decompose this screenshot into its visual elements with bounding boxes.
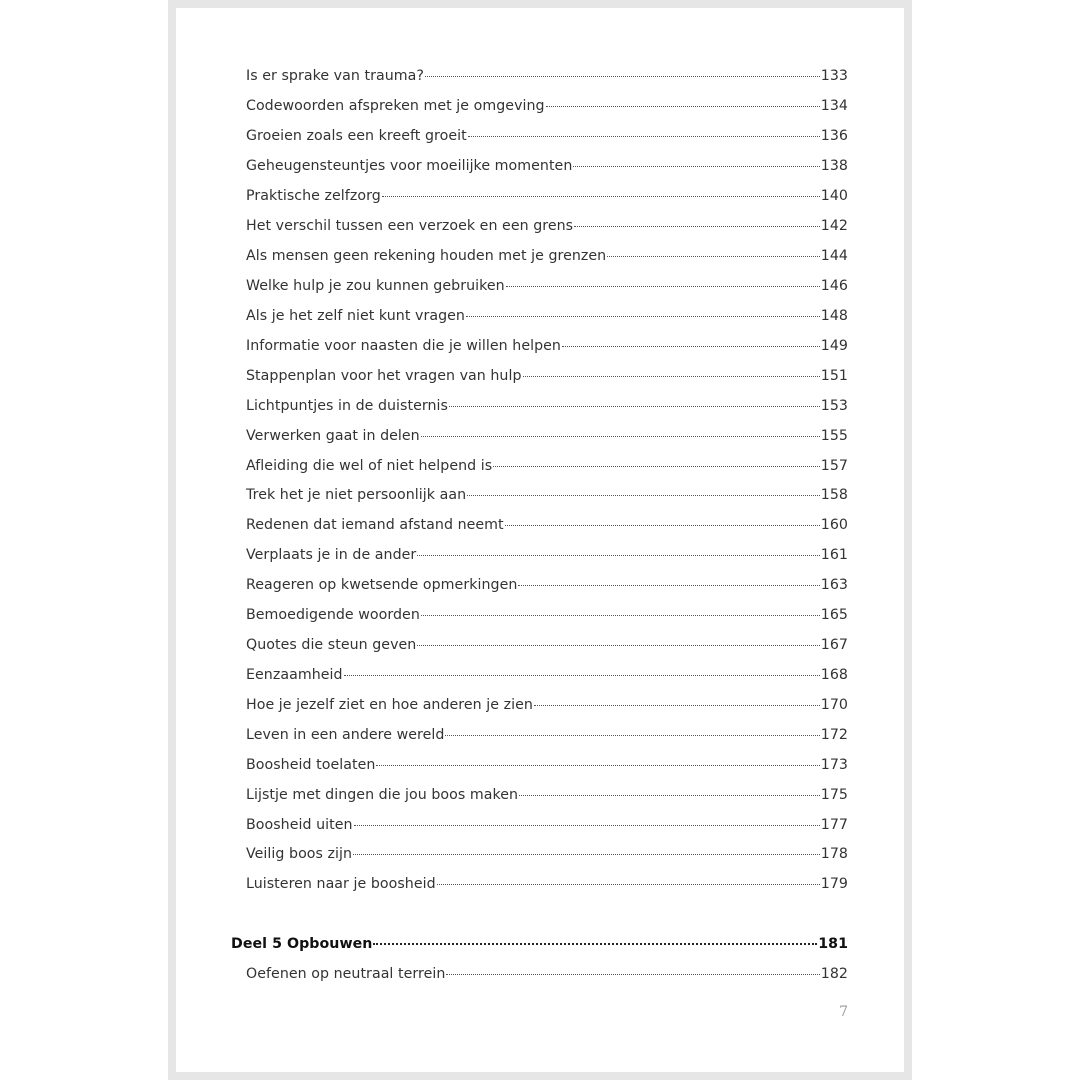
toc-entry-page: 163 xyxy=(820,577,848,593)
toc-entry-page: 178 xyxy=(820,846,848,862)
toc-entry-page: 155 xyxy=(820,428,848,444)
dot-leader xyxy=(354,813,820,829)
toc-entry-page: 153 xyxy=(820,398,848,414)
toc-entry[interactable] xyxy=(246,124,848,146)
toc-entry-page: 165 xyxy=(820,607,848,623)
toc-entry-title: Reageren op kwetsende opmerkingen xyxy=(246,577,518,593)
toc-entry[interactable] xyxy=(246,214,848,236)
dot-leader xyxy=(373,932,817,948)
toc-entry[interactable] xyxy=(246,783,848,805)
dot-leader xyxy=(382,184,820,200)
toc-entry-page: 158 xyxy=(820,487,848,503)
toc-entry-page: 177 xyxy=(820,817,848,833)
dot-leader xyxy=(573,154,819,170)
toc-entry[interactable] xyxy=(246,603,848,625)
toc-entry-page: 160 xyxy=(820,517,848,533)
toc-entry-page: 167 xyxy=(820,637,848,653)
dot-leader xyxy=(505,513,820,529)
toc-entry-page: 172 xyxy=(820,727,848,743)
toc-entry-title: Codewoorden afspreken met je omgeving xyxy=(246,98,545,114)
toc-entry[interactable] xyxy=(246,693,848,715)
toc-entry[interactable] xyxy=(246,424,848,446)
dot-leader xyxy=(344,663,820,679)
toc-entry-title: Oefenen op neutraal terrein xyxy=(246,966,446,982)
toc-entry[interactable] xyxy=(246,753,848,775)
toc-part-title: Deel 5 Opbouwen xyxy=(231,936,373,952)
toc-entry-title: Trek het je niet persoonlijk aan xyxy=(246,487,467,503)
dot-leader xyxy=(493,454,820,470)
toc-entry-title: Geheugensteuntjes voor moeilijke momenten xyxy=(246,158,573,174)
dot-leader xyxy=(519,783,820,799)
toc-entry[interactable] xyxy=(246,274,848,296)
toc-entry-page: 157 xyxy=(820,458,848,474)
dot-leader xyxy=(417,543,819,559)
dot-leader xyxy=(353,842,820,858)
toc-entry-title: Groeien zoals een kreeft groeit xyxy=(246,128,467,144)
toc-entry-page: 140 xyxy=(820,188,848,204)
dot-leader xyxy=(546,94,820,110)
toc-entry[interactable] xyxy=(246,304,848,326)
toc-entry[interactable] xyxy=(246,513,848,535)
toc-entry[interactable] xyxy=(246,184,848,206)
dot-leader xyxy=(376,753,819,769)
toc-entry-title: Afleiding die wel of niet helpend is xyxy=(246,458,493,474)
toc-entry-title: Quotes die steun geven xyxy=(246,637,417,653)
dot-leader xyxy=(506,274,820,290)
toc-entry-page: 168 xyxy=(820,667,848,683)
toc-part-heading[interactable] xyxy=(231,932,848,954)
dot-leader xyxy=(437,872,820,888)
dot-leader xyxy=(534,693,820,709)
toc-entry-title: Boosheid uiten xyxy=(246,817,353,833)
toc-entry-page: 175 xyxy=(820,787,848,803)
toc-entry[interactable] xyxy=(246,842,848,864)
toc-entry-title: Is er sprake van trauma? xyxy=(246,68,424,84)
toc-entry[interactable] xyxy=(246,813,848,835)
dot-leader xyxy=(607,244,820,260)
toc-entry-page: 170 xyxy=(820,697,848,713)
toc-entry-page: 149 xyxy=(820,338,848,354)
toc-entry-title: Stappenplan voor het vragen van hulp xyxy=(246,368,522,384)
dot-leader xyxy=(466,304,820,320)
dot-leader xyxy=(523,364,820,380)
dot-leader xyxy=(518,573,819,589)
toc-entry-page: 142 xyxy=(820,218,848,234)
toc-entry-page: 182 xyxy=(820,966,848,982)
toc-entry[interactable] xyxy=(246,573,848,595)
toc-entry[interactable] xyxy=(246,94,848,116)
toc-entry[interactable] xyxy=(246,962,848,984)
document-page xyxy=(176,8,904,1072)
toc-entry-title: Informatie voor naasten die je willen helpen xyxy=(246,338,561,354)
dot-leader xyxy=(425,64,820,80)
toc-entry[interactable] xyxy=(246,154,848,176)
toc-entry-page: 179 xyxy=(820,876,848,892)
toc-entry-title: Leven in een andere wereld xyxy=(246,727,445,743)
toc-entry-title: Lichtpuntjes in de duisternis xyxy=(246,398,448,414)
page-number: 7 xyxy=(839,1004,848,1020)
toc-entry-title: Het verschil tussen een verzoek en een grens xyxy=(246,218,574,234)
toc-entry-title: Veilig boos zijn xyxy=(246,846,353,862)
toc-entry-page: 148 xyxy=(820,308,848,324)
dot-leader xyxy=(562,334,820,350)
toc-entry-title: Welke hulp je zou kunnen gebruiken xyxy=(246,278,505,294)
toc-entry[interactable] xyxy=(246,454,848,476)
toc-entry-page: 161 xyxy=(820,547,848,563)
toc-entry-page: 138 xyxy=(820,158,848,174)
toc-entry-page: 136 xyxy=(820,128,848,144)
toc-entry-page: 173 xyxy=(820,757,848,773)
dot-leader xyxy=(421,424,820,440)
toc-entry-title: Als mensen geen rekening houden met je grenzen xyxy=(246,248,607,264)
toc-entry-page: 146 xyxy=(820,278,848,294)
toc-entry[interactable] xyxy=(246,334,848,356)
toc-entry-title: Eenzaamheid xyxy=(246,667,343,683)
toc-entry[interactable] xyxy=(246,394,848,416)
toc-entry[interactable] xyxy=(246,244,848,266)
dot-leader xyxy=(468,124,820,140)
dot-leader xyxy=(421,603,820,619)
dot-leader xyxy=(417,633,819,649)
toc-entry-page: 133 xyxy=(820,68,848,84)
dot-leader xyxy=(467,483,820,499)
toc-entry-page: 151 xyxy=(820,368,848,384)
toc-entry-title: Hoe je jezelf ziet en hoe anderen je zien xyxy=(246,697,533,713)
dot-leader xyxy=(445,723,819,739)
toc-entry-title: Verplaats je in de ander xyxy=(246,547,417,563)
toc-entry[interactable] xyxy=(246,483,848,505)
toc-entry-title: Verwerken gaat in delen xyxy=(246,428,420,444)
toc-entry-title: Als je het zelf niet kunt vragen xyxy=(246,308,465,324)
toc-entry-title: Redenen dat iemand afstand neemt xyxy=(246,517,504,533)
toc-part-page: 181 xyxy=(818,936,848,952)
dot-leader xyxy=(574,214,820,230)
dot-leader xyxy=(446,962,819,978)
toc-entry[interactable] xyxy=(246,872,848,894)
toc-entry[interactable] xyxy=(246,64,848,86)
toc-entry[interactable] xyxy=(246,663,848,685)
toc-entry-title: Bemoedigende woorden xyxy=(246,607,420,623)
toc-entry-page: 134 xyxy=(820,98,848,114)
toc-entry[interactable] xyxy=(246,723,848,745)
toc-entry-title: Praktische zelfzorg xyxy=(246,188,381,204)
toc-entry[interactable] xyxy=(246,543,848,565)
toc-entry[interactable] xyxy=(246,633,848,655)
toc-entry-title: Lijstje met dingen die jou boos maken xyxy=(246,787,519,803)
toc-entry-title: Luisteren naar je boosheid xyxy=(246,876,436,892)
toc-entry[interactable] xyxy=(246,364,848,386)
dot-leader xyxy=(449,394,820,410)
toc-entry-page: 144 xyxy=(820,248,848,264)
toc-entry-title: Boosheid toelaten xyxy=(246,757,376,773)
